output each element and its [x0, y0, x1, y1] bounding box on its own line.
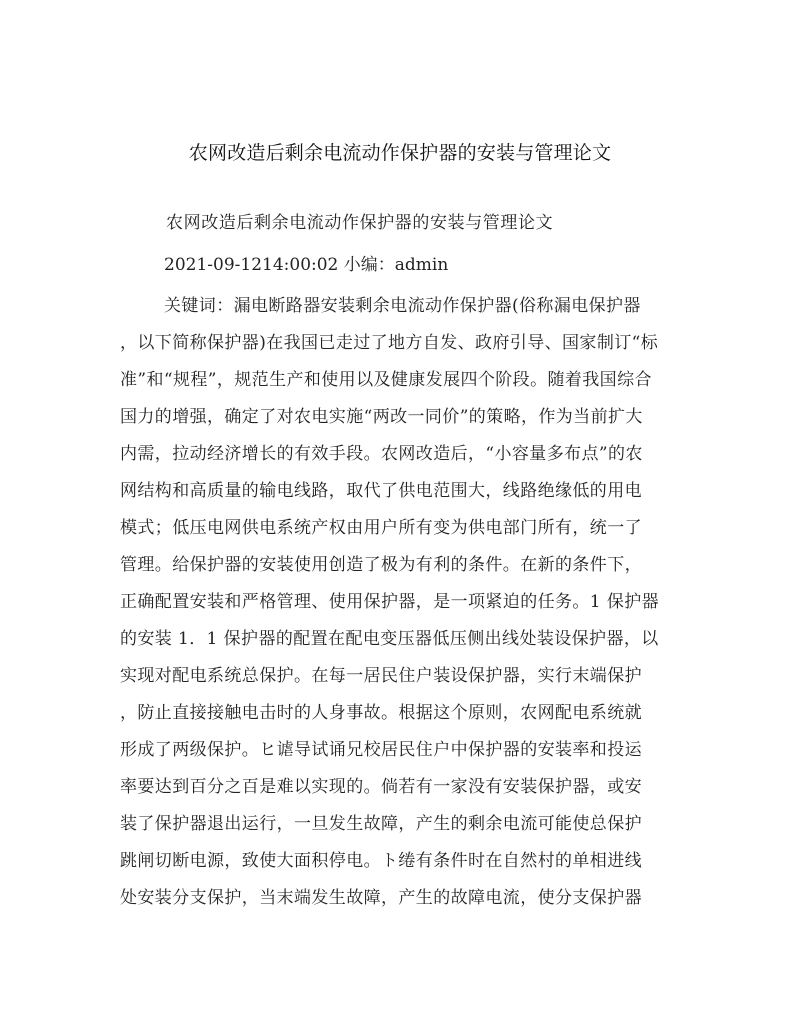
- article-subtitle: 农网改造后剩余电流动作保护器的安装与管理论文: [166, 213, 554, 233]
- body-line: ，防止直接接触电击时的人身事故。根据这个原则，农网配电系统就: [120, 703, 642, 723]
- article-meta: 2021-09-1214:00:02 小编：admin: [164, 255, 449, 275]
- body-line: 处安装分支保护，当末端发生故障，产生的故障电流，使分支保护器: [120, 888, 642, 908]
- body-line: 准”和“规程”，规范生产和使用以及健康发展四个阶段。随着我国综合: [120, 370, 652, 390]
- body-line: 形成了两级保护。ヒ谑导试诵兄校居民住户中保护器的安装率和投运: [120, 740, 642, 760]
- document-title: 农网改造后剩余电流动作保护器的安装与管理论文: [188, 142, 612, 164]
- body-line: 的安装 1．1 保护器的配置在配电变压器低压侧出线处装设保护器，以: [120, 629, 659, 649]
- body-line: 网结构和高质量的输电线路，取代了供电范围大，线路绝缘低的用电: [120, 481, 642, 501]
- body-line: ，以下简称保护器)在我国已走过了地方自发、政府引导、国家制订“标: [120, 333, 659, 353]
- body-line: 实现对配电系统总保护。在每一居民住户装设保护器，实行末端保护: [120, 666, 642, 686]
- body-line: 率要达到百分之百是难以实现的。倘若有一家没有安装保护器，或安: [120, 777, 642, 797]
- article-body: [120, 288, 692, 917]
- body-line: 国力的增强，确定了对农电实施“两改一同价”的策略，作为当前扩大: [120, 407, 643, 427]
- body-line: 跳闸切断电源，致使大面积停电。ト绻有条件时在自然村的单相进线: [120, 851, 642, 871]
- body-line: 关键词：漏电断路器安装剩余电流动作保护器(俗称漏电保护器: [164, 296, 641, 316]
- body-line: 管理。给保护器的安装使用创造了极为有利的条件。在新的条件下，: [120, 555, 642, 575]
- body-line: 内需，拉动经济增长的有效手段。农网改造后，“小容量多布点”的农: [120, 444, 643, 464]
- body-line: 正确配置安装和严格管理、使用保护器，是一项紧迫的任务。1 保护器: [120, 592, 660, 612]
- body-line: 装了保护器退出运行，一旦发生故障，产生的剩余电流可能使总保护: [120, 814, 642, 834]
- body-line: 模式；低压电网供电系统产权由用户所有变为供电部门所有，统一了: [120, 518, 642, 538]
